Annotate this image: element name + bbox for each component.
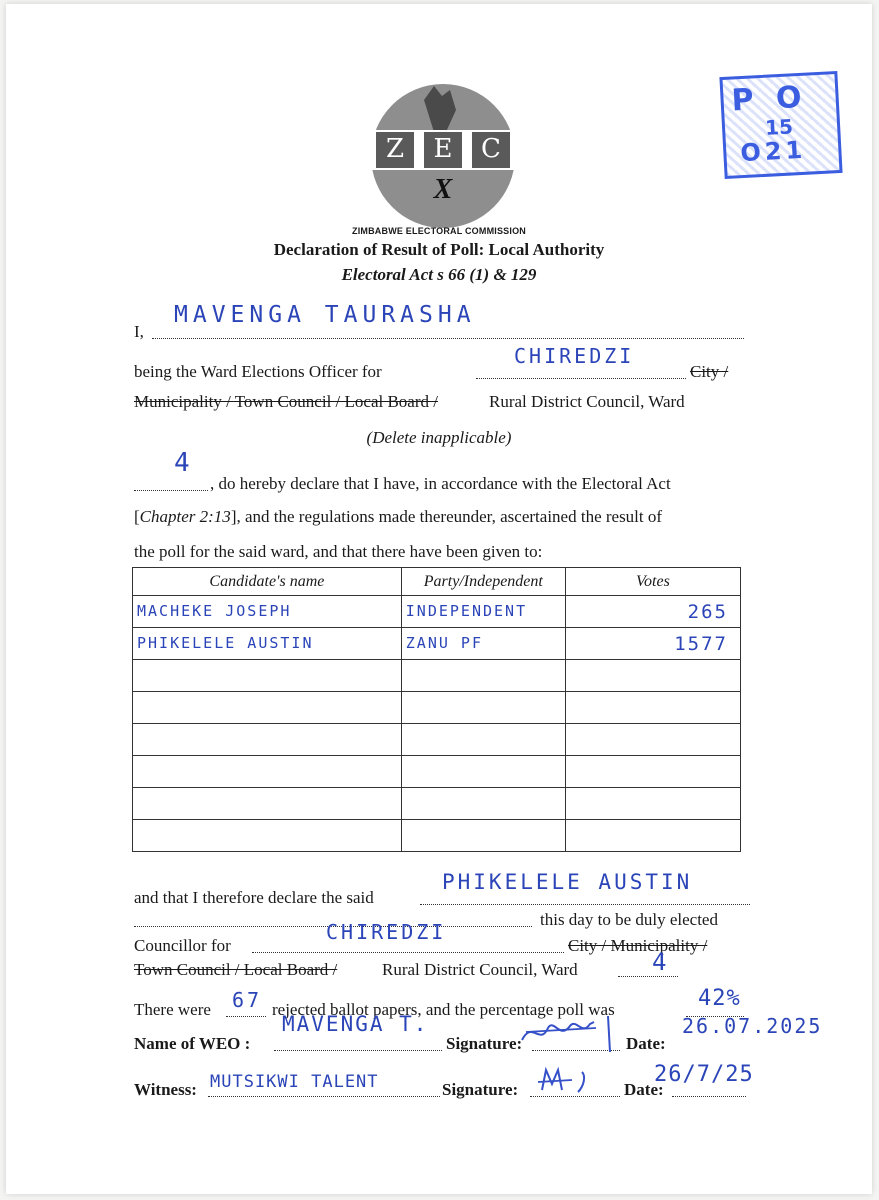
- option-rural-district: Rural District Council, Ward: [489, 392, 685, 411]
- candidate-votes: 1577: [674, 632, 728, 655]
- witness-name-line: [208, 1096, 440, 1097]
- form-act-reference: Electoral Act s 66 (1) & 129: [341, 265, 537, 284]
- witness-signature-label: Signature:: [442, 1080, 519, 1099]
- officer-role-text: being the Ward Elections Officer for: [134, 362, 382, 381]
- option-rural-ward: Rural District Council, Ward: [382, 960, 578, 979]
- table-row: [133, 660, 741, 692]
- authority-name: CHIREDZI: [514, 344, 635, 368]
- candidate-party: INDEPENDENT: [405, 602, 528, 620]
- witness-date: 26/7/25: [654, 1062, 754, 1087]
- stamp-line1: P O: [730, 79, 809, 119]
- logo-letter-z: Z: [385, 134, 405, 164]
- results-table: [132, 567, 741, 852]
- candidate-party: ZANU PF: [405, 634, 483, 652]
- witness-date-line: [672, 1096, 746, 1097]
- declared-ward-line: [618, 976, 678, 977]
- table-row: [133, 756, 741, 788]
- rejected-count-line: [226, 1016, 266, 1017]
- candidate-votes: 265: [687, 600, 728, 623]
- option-municipality-town-local: Municipality / Town Council / Local Board /: [134, 392, 438, 411]
- weo-name-line: [274, 1050, 442, 1051]
- option-city-municipality: City / Municipality /: [568, 936, 708, 955]
- council-name: CHIREDZI: [326, 920, 447, 944]
- declared-ward: 4: [652, 948, 670, 976]
- table-row: [133, 820, 741, 852]
- ward-number: 4: [174, 448, 193, 478]
- option-town-local: Town Council / Local Board /: [134, 960, 338, 979]
- authority-name-line: [476, 378, 686, 379]
- witness-signature-icon: [536, 1064, 616, 1098]
- table-row: [133, 596, 741, 628]
- weo-signature-icon: [516, 1010, 626, 1056]
- elected-name: PHIKELELE AUSTIN: [442, 870, 693, 894]
- declare-text: , do hereby declare that I have, in accordance with the Electoral Act: [210, 474, 671, 493]
- witness-name: MUTSIKWI TALENT: [210, 1072, 379, 1092]
- weo-label: Name of WEO :: [134, 1034, 251, 1053]
- rejected-text-2: rejected ballot papers, and the percentage poll was: [272, 1000, 615, 1019]
- weo-date-label: Date:: [626, 1034, 666, 1053]
- elected-name-line: [420, 904, 750, 905]
- header-candidate-name: Candidate's name: [133, 568, 402, 596]
- header-votes: Votes: [565, 568, 740, 596]
- therefore-text: and that I therefore declare the said: [134, 888, 374, 907]
- witness-label: Witness:: [134, 1080, 197, 1099]
- delete-note: (Delete inapplicable): [366, 428, 512, 447]
- table-row: [133, 724, 741, 756]
- table-row: [133, 692, 741, 724]
- officer-name-line: [152, 338, 744, 339]
- rejected-count: 67: [232, 988, 263, 1012]
- logo-letter-e: E: [433, 134, 453, 164]
- logo-x-mark: X: [433, 174, 453, 205]
- declaration-form: [6, 4, 872, 1194]
- witness-date-label: Date:: [624, 1080, 664, 1099]
- rejected-text-1: There were: [134, 1000, 211, 1019]
- table-row: [133, 628, 741, 660]
- logo-letter-c: C: [481, 134, 501, 164]
- chapter-line: [134, 507, 662, 527]
- candidate-name: MACHEKE JOSEPH: [137, 602, 292, 620]
- chapter-rest: ], and the regulations made thereunder, ascertained the result of: [230, 507, 663, 526]
- table-header-row: [133, 568, 741, 596]
- chapter-reference: Chapter 2:13: [139, 507, 231, 526]
- form-title: Declaration of Result of Poll: Local Authority: [273, 240, 605, 259]
- stamp-line2: 15: [764, 114, 794, 140]
- table-row: [133, 788, 741, 820]
- stamp-line3: O21: [739, 135, 807, 168]
- candidate-name: PHIKELELE AUSTIN: [137, 634, 314, 652]
- i-prefix: I,: [134, 322, 144, 341]
- weo-date: 26.07.2025: [682, 1014, 823, 1038]
- commission-name: ZIMBABWE ELECTORAL COMMISSION: [352, 226, 526, 236]
- header-party: Party/Independent: [401, 568, 565, 596]
- poll-text: the poll for the said ward, and that there have been given to:: [134, 542, 543, 561]
- elected-text: this day to be duly elected: [540, 910, 718, 929]
- ward-number-line: [134, 490, 208, 491]
- councillor-text: Councillor for: [134, 936, 231, 955]
- zec-logo: [364, 80, 522, 232]
- chapter-open: [: [134, 507, 140, 526]
- officer-name: MAVENGA TAURASHA: [174, 302, 476, 328]
- council-name-line: [252, 952, 564, 953]
- weo-name: MAVENGA T.: [282, 1012, 429, 1036]
- percentage-poll: 42%: [698, 986, 741, 1011]
- option-city: City /: [690, 362, 729, 381]
- official-stamp: [719, 71, 842, 179]
- weo-signature-label: Signature:: [446, 1034, 523, 1053]
